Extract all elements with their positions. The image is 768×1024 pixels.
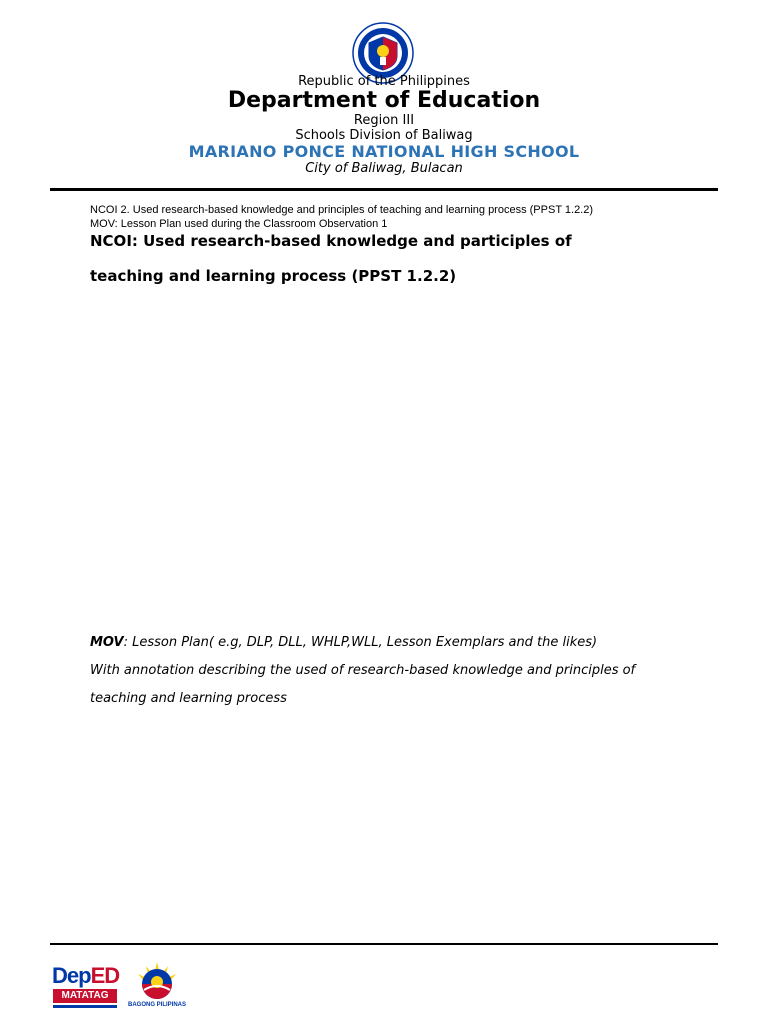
header-divider bbox=[50, 188, 718, 191]
ed-text: ED bbox=[90, 963, 120, 988]
dep-text: Dep bbox=[52, 963, 91, 988]
bagong-pilipinas-logo bbox=[124, 960, 190, 1012]
deped-matatag-logo bbox=[52, 963, 118, 1011]
mov-annotation-line-2: teaching and learning process bbox=[90, 691, 287, 706]
ncoi-heading-line-1: NCOI: Used research-based knowledge and participles of bbox=[90, 232, 572, 250]
deped-wordmark bbox=[52, 963, 119, 989]
matatag-text: MATATAG bbox=[53, 989, 117, 1003]
bagong-pilipinas-emblem-icon bbox=[124, 960, 190, 1002]
mov-description bbox=[90, 635, 597, 650]
department-title: Department of Education bbox=[227, 88, 541, 113]
footer-divider bbox=[50, 943, 718, 945]
matatag-underline bbox=[53, 1005, 117, 1008]
city-line: City of Baliwag, Bulacan bbox=[305, 161, 463, 176]
mov-annotation-line-1: With annotation describing the used of research-based knowledge and principles of bbox=[90, 663, 636, 678]
bagong-pilipinas-caption: BAGONG PILIPINAS bbox=[127, 1002, 186, 1008]
mov-text: : Lesson Plan( e.g, DLP, DLL, WHLP,WLL, Lesson Exemplars and the likes) bbox=[123, 635, 598, 650]
school-name: MARIANO PONCE NATIONAL HIGH SCHOOL bbox=[188, 142, 580, 161]
ncoi-heading-line-2: teaching and learning process (PPST 1.2.2) bbox=[90, 267, 457, 285]
republic-line: Republic of the Philippines bbox=[298, 74, 470, 89]
division-line: Schools Division of Baliwag bbox=[295, 128, 473, 143]
mov-small-line: MOV: Lesson Plan used during the Classroom Observation 1 bbox=[90, 218, 388, 230]
region-line: Region III bbox=[353, 113, 415, 128]
ncoi-small-line: NCOI 2. Used research-based knowledge and principles of teaching and learning process (PPST 1.2.2) bbox=[90, 204, 594, 216]
mov-label: MOV bbox=[90, 635, 124, 650]
